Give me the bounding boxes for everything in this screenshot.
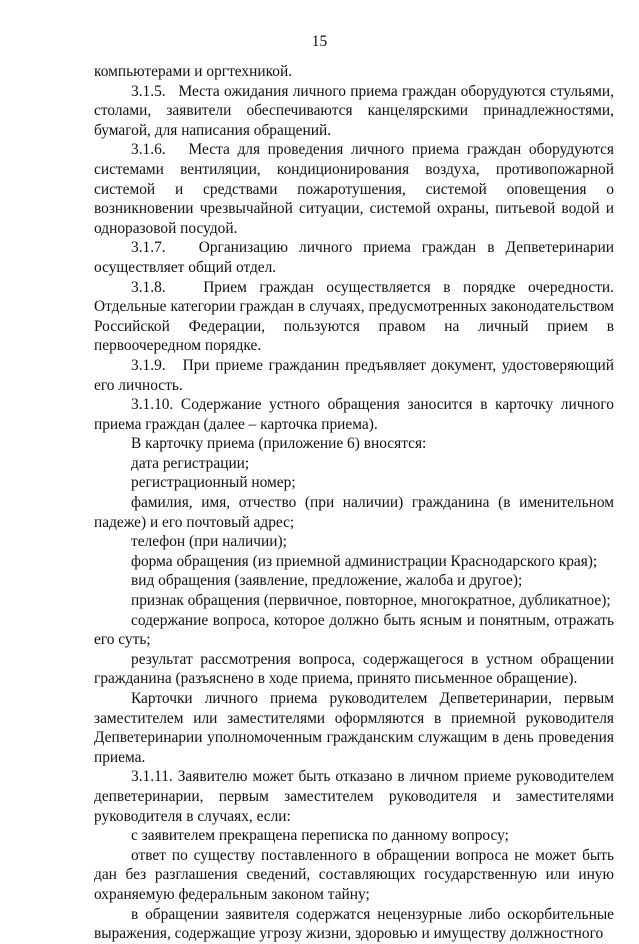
paragraph: регистрационный номер; xyxy=(131,474,296,492)
paragraph: содержание вопроса, которое должно быть ясным и понятным, отражать его суть; xyxy=(94,611,614,649)
paragraph: с заявителем прекращена переписка по данному вопросу; xyxy=(131,827,509,845)
paragraph: результат рассмотрения вопроса, содержащегося в устном обращении гражданина (разъяснено в ходе приема, принято письменное обращение). xyxy=(94,650,614,688)
paragraph: дата регистрации; xyxy=(131,454,250,472)
paragraph: 3.1.7. Организацию личного приема граждан в Депветеринарии осуществляет общий отдел. xyxy=(94,239,614,276)
paragraph: телефон (при наличии); xyxy=(131,533,287,551)
paragraph: 3.1.11. Заявителю может быть отказано в личном приеме руководителем депветеринарии, первым заместителем руководителя и заместителями руководителя в случаях, если: xyxy=(94,768,614,825)
paragraph: Карточки личного приема руководителем Депветеринарии, первым заместителем или заместителями оформляются в приемной руководителя Депветеринарии уполномоченным гражданским служащим в день проведения приема. xyxy=(94,690,614,766)
paragraph: компьютерами и оргтехникой. xyxy=(94,63,293,80)
paragraph: признак обращения (первичное, повторное, многократное, дубликатное); xyxy=(131,592,611,610)
paragraph: ответ по существу поставленного в обращении вопроса не может быть дан без разглашения сведений, составляющих государственную или иную охраняемую федеральным законом тайну; xyxy=(94,846,614,903)
paragraph: 3.1.6. Места для проведения личного приема граждан оборудуются системами вентиляции, кондиционирования воздуха, противопожарной системой и средствами пожаротушения, системой оповещения о возникновении чрезвычайной ситуации, системой охраны, питьевой водой и одноразовой посудой. xyxy=(94,141,614,237)
paragraph: 3.1.8. Прием граждан осуществляется в порядке очередности. Отдельные категории граждан в случаях, предусмотренных законодательством Российской Федерации, пользуются правом на личный прием в первоочередном порядке. xyxy=(94,278,614,355)
paragraph: фамилия, имя, отчество (при наличии) гражданина (в именительном падеже) и его почтовый адрес; xyxy=(94,494,614,531)
paragraph: форма обращения (из приемной администрации Краснодарского края); xyxy=(131,552,598,570)
paragraph: вид обращения (заявление, предложение, жалоба и другое); xyxy=(131,572,523,590)
paragraph: В карточку приема (приложение 6) вносятся: xyxy=(131,435,427,453)
paragraph: 3.1.9. При приеме гражданин предъявляет документ, удостоверяющий его личность. xyxy=(94,356,614,394)
page-number: 15 xyxy=(311,33,328,50)
paragraph: 3.1.5. Места ожидания личного приема граждан оборудуются стульями, столами, заявители обеспечиваются канцелярскими принадлежностями, бумагой, для написания обращений. xyxy=(94,82,614,139)
document-body xyxy=(94,62,614,944)
paragraph: 3.1.10. Содержание устного обращения заносится в карточку личного приема граждан (далее – карточка приема). xyxy=(94,396,614,433)
paragraph: в обращении заявителя содержатся нецензурные либо оскорбительные выражения, содержащие угрозу жизни, здоровью и имуществу должностного xyxy=(94,905,614,943)
